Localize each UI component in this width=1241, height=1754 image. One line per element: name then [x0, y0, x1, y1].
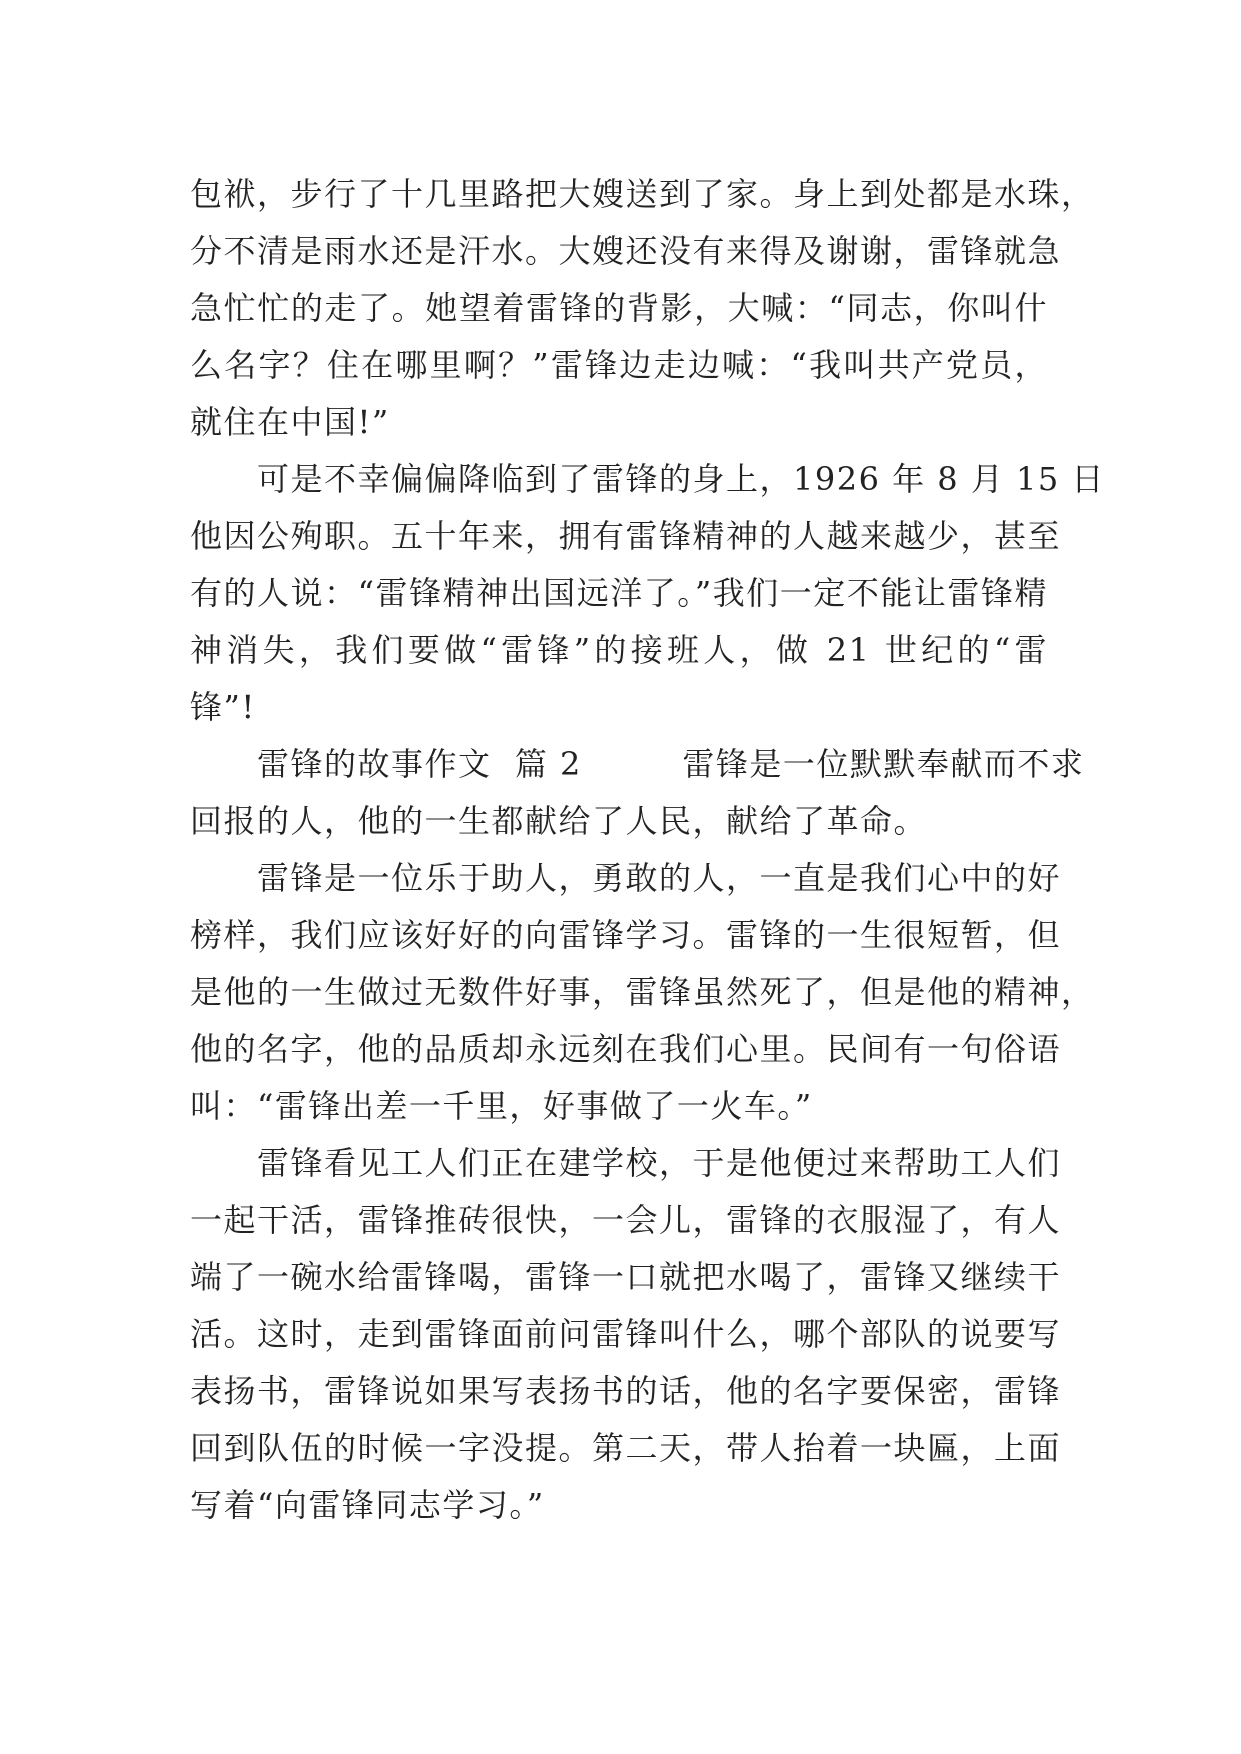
paragraph-4	[190, 850, 1095, 1135]
text-line: 么名字？住在哪里啊？”雷锋边走边喊：“我叫共产党员，	[190, 346, 1048, 384]
text-line: 他因公殉职。五十年来，拥有雷锋精神的人越来越少，甚至	[190, 517, 1062, 555]
text-line: 叫：“雷锋出差一千里，好事做了一火车。”	[190, 1087, 813, 1125]
text-line: 急忙忙的走了。她望着雷锋的背影，大喊：“同志，你叫什	[190, 289, 1048, 327]
text-line: 一起干活，雷锋推砖很快，一会儿，雷锋的衣服湿了，有人	[190, 1201, 1062, 1239]
text-line: 活。这时，走到雷锋面前问雷锋叫什么，哪个部队的说要写	[190, 1315, 1062, 1353]
document-body	[190, 166, 1105, 1534]
text-line: 端了一碗水给雷锋喝，雷锋一口就把水喝了，雷锋又继续干	[190, 1258, 1062, 1296]
text-line: 包袱，步行了十几里路把大嫂送到了家。身上到处都是水珠，	[190, 175, 1095, 213]
text-line: 神消失，我们要做“雷锋”的接班人，做 21 世纪的“雷	[190, 631, 1048, 669]
paragraph-2	[190, 451, 1105, 736]
text-line: 有的人说：“雷锋精神出国远洋了。”我们一定不能让雷锋精	[190, 574, 1048, 612]
text-line: 回到队伍的时候一字没提。第二天，带人抬着一块匾，上面	[190, 1429, 1062, 1467]
text-line: 回报的人，他的一生都献给了人民，献给了革命。	[190, 802, 928, 840]
text-line: 是他的一生做过无数件好事，雷锋虽然死了，但是他的精神，	[190, 973, 1095, 1011]
paragraph-3-heading	[190, 736, 1085, 850]
text-line: 雷锋看见工人们正在建学校，于是他便过来帮助工人们	[190, 1144, 1062, 1182]
paragraph-5	[190, 1135, 1062, 1534]
text-line: 锋”!	[190, 688, 256, 726]
paragraph-1	[190, 166, 1095, 451]
text-line: 他的名字，他的品质却永远刻在我们心里。民间有一句俗语	[190, 1030, 1062, 1068]
text-line: 雷锋的故事作文 篇 2 雷锋是一位默默奉献而不求	[190, 745, 1085, 783]
text-line: 表扬书，雷锋说如果写表扬书的话，他的名字要保密，雷锋	[190, 1372, 1062, 1410]
text-line: 榜样，我们应该好好的向雷锋学习。雷锋的一生很短暂，但	[190, 916, 1062, 954]
text-line: 可是不幸偏偏降临到了雷锋的身上，1926 年 8 月 15 日	[190, 460, 1105, 498]
text-line: 雷锋是一位乐于助人，勇敢的人，一直是我们心中的好	[190, 859, 1062, 897]
text-line: 写着“向雷锋同志学习。”	[190, 1486, 545, 1524]
text-line: 分不清是雨水还是汗水。大嫂还没有来得及谢谢，雷锋就急	[190, 232, 1062, 270]
text-line: 就住在中国!”	[190, 403, 390, 441]
